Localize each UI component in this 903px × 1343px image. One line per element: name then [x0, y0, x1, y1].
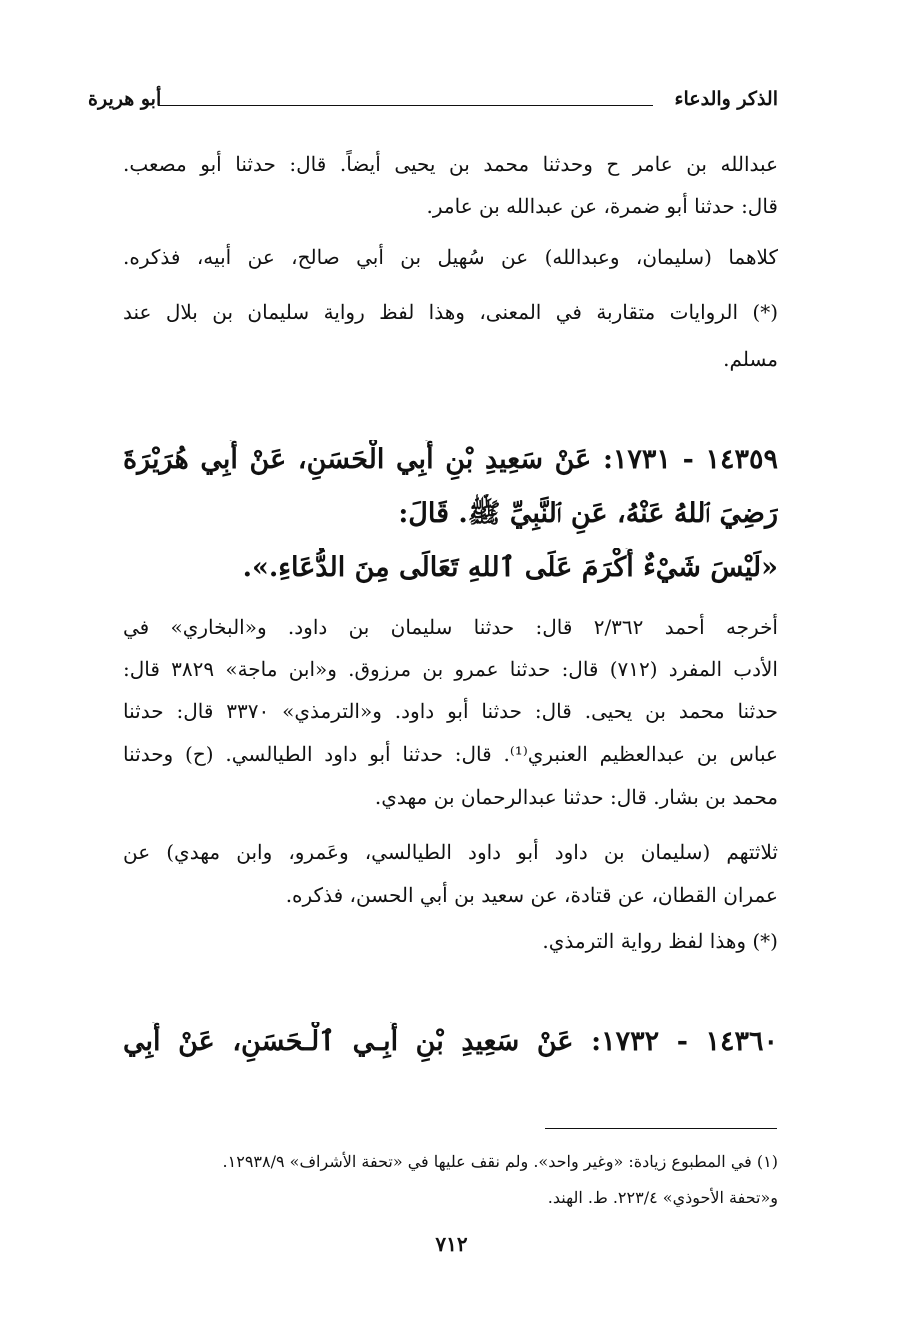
hadith-matn: «لَيْسَ شَيْءٌ أَكْرَمَ عَلَى ٱللهِ تَعَالَى مِنَ الدُّعَاءِ.». [242, 552, 778, 583]
hadith-text: ١٤٣٥٩ - ١٧٣١: عَنْ سَعِيدِ بْنِ أَبِي الْحَسَنِ، عَنْ أَبِي هُرَيْرَةَ [123, 444, 778, 475]
body-line: قال: حدثنا أبو ضمرة، عن عبدالله بن عامر. [426, 194, 778, 218]
takhrij-line: ثلاثتهم (سليمان بن داود أبو داود الطيالسي، وعَمرو، وابن مهدي) عن [123, 840, 778, 864]
footnote-line: و«تحفة الأحوذي» ٢٢٣/٤. ط. الهند. [547, 1188, 778, 1207]
takhrij-line: حدثنا محمد بن يحيى. قال: حدثنا أبو داود. و«الترمذي» ٣٣٧٠ قال: حدثنا [123, 699, 778, 723]
running-header [88, 88, 778, 118]
body-line: كلاهما (سليمان، وعبدالله) عن سُهيل بن أبي صالح، عن أبيه، فذكره. [123, 245, 778, 269]
hadith-text: رَضِيَ ٱللهُ عَنْهُ، عَنِ ٱلنَّبِيِّ ﷺ. قَالَ: [398, 498, 778, 529]
body-line: عبدالله بن عامر ح وحدثنا محمد بن يحيى أيضاً. قال: حدثنا أبو مصعب. [123, 152, 778, 176]
takhrij-line: أخرجه أحمد ٢/٣٦٢ قال: حدثنا سليمان بن داود. و«البخاري» في [123, 615, 778, 639]
note-line: (*) الروايات متقاربة في المعنى، وهذا لفظ رواية سليمان بن بلال عند [123, 300, 778, 324]
takhrij-line: محمد بن بشار. قال: حدثنا عبدالرحمان بن مهدي. [374, 785, 778, 809]
header-chapter-title: الذكر والدعاء [674, 88, 778, 110]
page-number: ٧١٢ [435, 1232, 468, 1256]
takhrij-line: الأدب المفرد (٧١٢) قال: حدثنا عمرو بن مرزوق. و«ابن ماجة» ٣٨٢٩ قال: [123, 657, 778, 681]
header-rule [158, 105, 653, 106]
takhrij-line: عباس بن عبدالعظيم العنبري⁽¹⁾. قال: حدثنا أبو داود الطيالسي. (ح) وحدثنا [123, 742, 778, 766]
header-narrator-title: أبو هريرة [88, 88, 162, 110]
takhrij-line: عمران القطان، عن قتادة، عن سعيد بن أبي الحسن، فذكره. [285, 883, 778, 907]
footnote-separator [545, 1128, 777, 1129]
note-line: مسلم. [723, 347, 778, 371]
note-line: (*) وهذا لفظ رواية الترمذي. [542, 929, 778, 953]
hadith-text: ١٤٣٦٠ - ١٧٣٢: عَنْ سَعِيدِ بْنِ أَبِـي ٱلْـحَسَنِ، عَنْ أَبِي [123, 1026, 778, 1057]
footnote-line: (١) في المطبوع زيادة: «وغير واحد». ولم نقف عليها في «تحفة الأشراف» ١٢٩٣٨/٩. [222, 1152, 778, 1171]
